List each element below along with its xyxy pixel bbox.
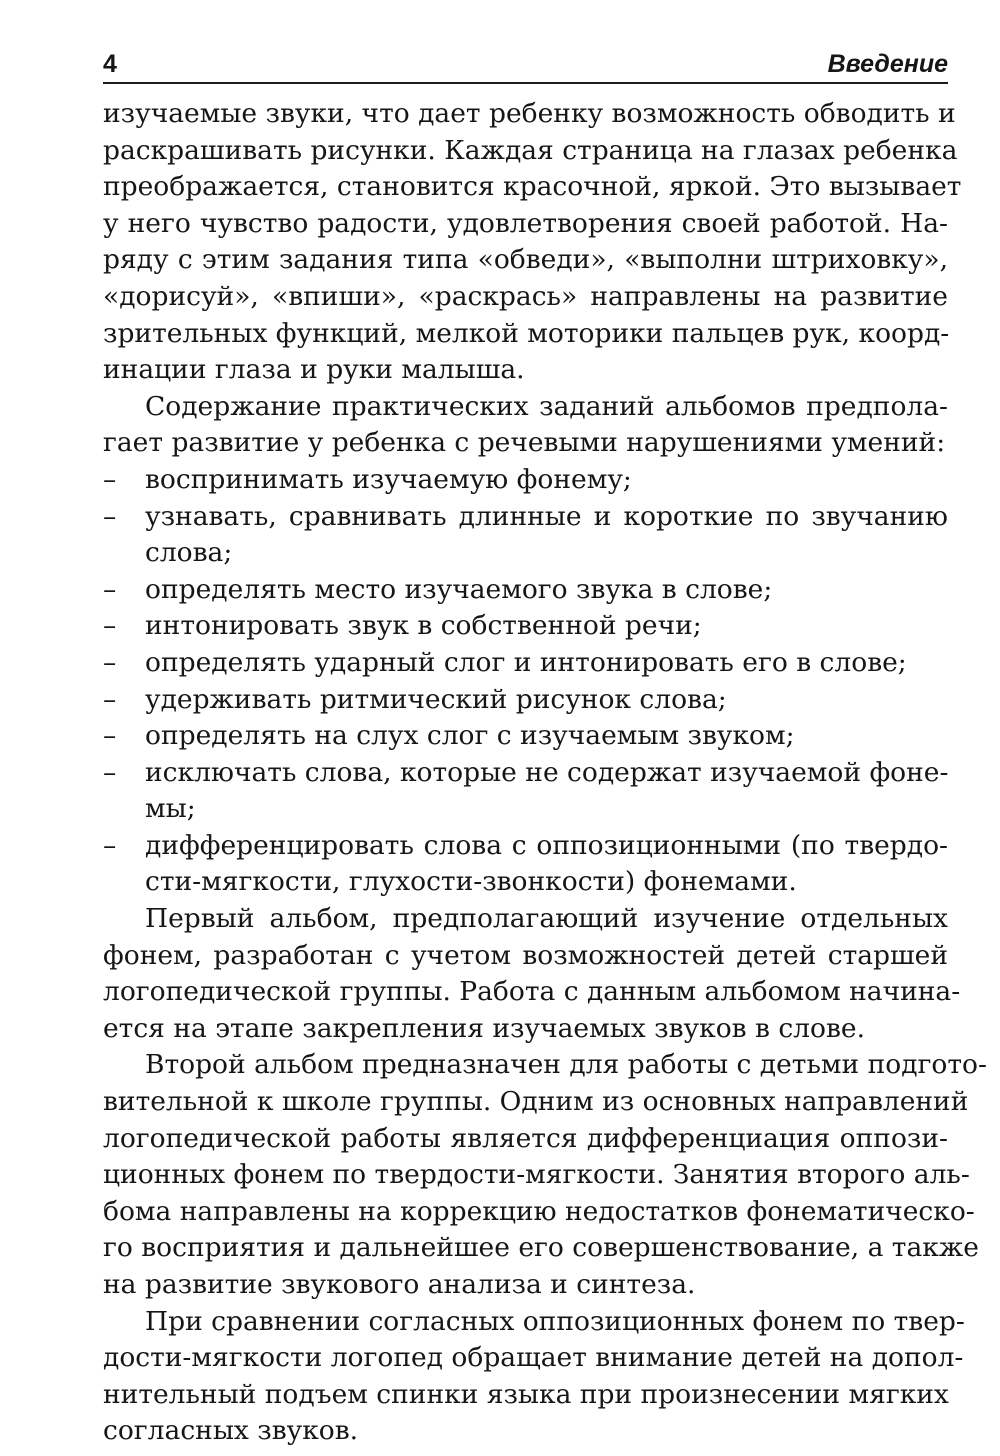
list-item	[103, 718, 948, 755]
list-item	[103, 755, 948, 828]
list-item-text: определять на слух слог с изучаемым звуком;	[145, 720, 795, 752]
list-item-text: слова;	[145, 537, 233, 569]
list-item	[103, 828, 948, 901]
paragraph-5	[103, 1304, 965, 1450]
list-item-text: определять ударный слог и интонировать его в слове;	[145, 646, 907, 678]
text-line: зрительных функций, мелкой моторики пальцев рук, коорд-	[103, 317, 950, 349]
page-header	[103, 48, 948, 84]
text-line: преображается, становится красочной, яркой. Это вызывает	[103, 171, 962, 203]
text-line: бома направлены на коррекцию недостатков фонематическо-	[103, 1195, 975, 1227]
list-item-text: узнавать, сравнивать длинные и короткие по звучанию	[145, 500, 948, 532]
text-line: Первый альбом, предполагающий изучение отдельных	[145, 903, 948, 935]
dash-bullet: –	[103, 463, 117, 495]
text-line: гает развитие у ребенка с речевыми нарушениями умений:	[103, 427, 946, 459]
text-line: нительный подъем спинки языка при произнесении мягких	[103, 1378, 949, 1410]
body-text	[103, 96, 987, 1450]
dash-bullet: –	[103, 756, 117, 788]
paragraph-2	[103, 389, 948, 462]
text-line: При сравнении согласных оппозиционных фонем по твер-	[145, 1305, 965, 1337]
text-line: Второй альбом предназначен для работы с детьми подгото-	[145, 1049, 987, 1081]
list-item	[103, 499, 948, 572]
text-line: «дорисуй», «впиши», «раскрась» направлены на развитие	[103, 280, 948, 312]
text-line: изучаемые звуки, что дает ребенку возможность обводить и	[103, 98, 956, 129]
dash-bullet: –	[103, 500, 117, 532]
dash-bullet: –	[103, 683, 117, 715]
text-line: инации глаза и руки малыша.	[103, 354, 525, 386]
text-line: го восприятия и дальнейшее его совершенствование, а также	[103, 1232, 979, 1264]
list-item	[103, 608, 948, 645]
text-line: вительной к школе группы. Одним из основных направлений	[103, 1086, 969, 1118]
list-item-text: мы;	[145, 793, 196, 825]
text-line: логопедической работы является дифференциация оппози-	[103, 1122, 948, 1154]
dash-bullet: –	[103, 646, 117, 678]
list-item-text: сти-мягкости, глухости-звонкости) фонемами.	[145, 866, 797, 898]
dash-bullet: –	[103, 573, 117, 605]
list-item	[103, 682, 948, 719]
dash-bullet: –	[103, 610, 117, 642]
text-line: ционных фонем по твердости-мягкости. Занятия второго аль-	[103, 1159, 970, 1191]
paragraph-3	[103, 901, 961, 1047]
page-number: 4	[103, 50, 117, 78]
text-line: ряду с этим задания типа «обведи», «выполни штриховку»,	[103, 244, 948, 276]
text-line: на развитие звукового анализа и синтеза.	[103, 1269, 696, 1300]
dash-bullet: –	[103, 720, 117, 752]
paragraph-1	[103, 96, 962, 389]
text-line: фонем, разработан с учетом возможностей детей старшей	[103, 939, 948, 971]
list-item-text: удерживать ритмический рисунок слова;	[145, 683, 727, 715]
list-item-text: дифференцировать слова с оппозиционными (по твердо-	[145, 829, 948, 861]
list-item	[103, 572, 948, 609]
dash-bullet: –	[103, 829, 117, 861]
paragraph-4	[103, 1047, 987, 1303]
skills-list	[103, 462, 948, 901]
list-item	[103, 645, 948, 682]
list-item	[103, 462, 948, 499]
list-item-text: исключать слова, которые не содержат изучаемой фоне-	[145, 756, 949, 788]
running-head: Введение	[827, 50, 948, 78]
text-line: Содержание практических заданий альбомов предпола-	[145, 390, 948, 422]
text-line: логопедической группы. Работа с данным альбомом начина-	[103, 976, 961, 1008]
text-line: ется на этапе закрепления изучаемых звуков в слове.	[103, 1012, 865, 1044]
text-line: согласных звуков.	[103, 1415, 359, 1447]
text-line: у него чувство радости, удовлетворения своей работой. На-	[103, 207, 948, 239]
text-line: дости-мягкости логопед обращает внимание детей на допол-	[103, 1342, 964, 1374]
list-item-text: интонировать звук в собственной речи;	[145, 610, 702, 642]
list-item-text: воспринимать изучаемую фонему;	[145, 463, 632, 495]
text-line: раскрашивать рисунки. Каждая страница на глазах ребенка	[103, 134, 958, 166]
list-item-text: определять место изучаемого звука в слове;	[145, 573, 773, 605]
